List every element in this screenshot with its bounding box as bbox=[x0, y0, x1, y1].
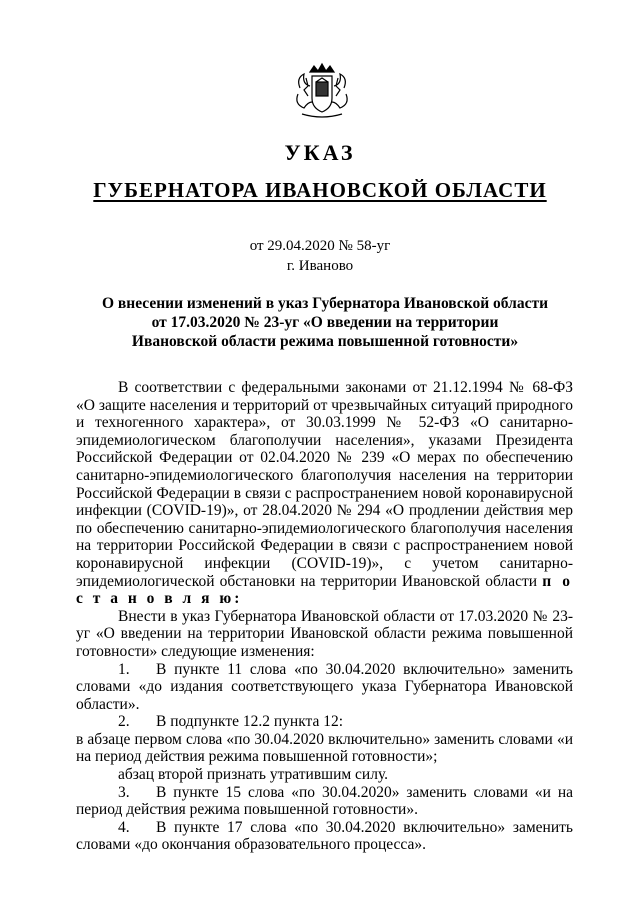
decree-title: УКАЗ bbox=[284, 140, 356, 165]
heading-line-2: от 17.03.2020 № 23-уг «О введении на территории bbox=[151, 314, 499, 331]
heading-line-3: Ивановской области режима повышенной готовности» bbox=[131, 333, 519, 350]
item-1 bbox=[76, 661, 573, 714]
city: г. Иваново bbox=[286, 258, 354, 274]
item-3-number: 3. bbox=[118, 783, 130, 801]
item-1-number: 1. bbox=[118, 660, 130, 678]
item-3 bbox=[76, 784, 573, 819]
item-2-subparagraph-b: абзац второй признать утратившим силу. bbox=[118, 766, 389, 784]
coat-of-arms-icon bbox=[290, 58, 354, 122]
item-2-number: 2. bbox=[118, 713, 130, 731]
heading-line-1: О внесении изменений в указ Губернатора Ивановской области bbox=[101, 295, 549, 312]
preamble-text: В соответствии с федеральными законами от 21.12.1994 № 68-ФЗ «О защите населения и территорий от чрезвычайных ситуаций природного и техногенного характера», от 30.03.1999 № 52-ФЗ «О санитарно-эпидемиологическом благополучии населения», указами Президента Российской Федерации от 02.04.2020 № 239 «О мерах по обеспечению санитарно-эпидемиологического благополучия населения на территории Российской Федерации в связи с распространением новой коронавирусной инфекции (COVID-19)», от 28.04.2020 № 294 «О продлении действия мер по обеспечению санитарно-эпидемиологического благополучия населения на территории Российской Федерации в связи с распространением новой коронавирусной инфекции (COVID-19)», с учетом санитарно-эпидемиологической обстановки на территории Ивановской области bbox=[76, 379, 574, 590]
document-body bbox=[76, 379, 573, 854]
date-block bbox=[0, 236, 640, 276]
item-4-number: 4. bbox=[118, 818, 130, 836]
decree-word: п о с т а н о в л я ю: bbox=[76, 572, 574, 608]
item-2-subparagraph-a: в абзаце первом слова «по 30.04.2020 включительно» заменить словами «и на период действия режима повышенной готовности»; bbox=[76, 730, 573, 766]
date-number: от 29.04.2020 № 58-уг bbox=[249, 238, 391, 254]
item-4-text: В пункте 17 слова «по 30.04.2020 включительно» заменить словами «до окончания образовательного процесса». bbox=[76, 818, 573, 854]
item-2-text: В подпункте 12.2 пункта 12: bbox=[156, 713, 344, 731]
governor-title-text: ГУБЕРНАТОРА ИВАНОВСКОЙ ОБЛАСТИ bbox=[93, 178, 547, 202]
item-1-text: В пункте 11 слова «по 30.04.2020 включительно» заменить словами «до издания соответствующего указа Губернатора Ивановской области». bbox=[76, 660, 573, 713]
document-heading bbox=[80, 294, 570, 351]
item-2 bbox=[76, 713, 573, 731]
amendment-intro: Внести в указ Губернатора Ивановской области от 17.03.2020 № 23-уг «О введении на территории Ивановской области режима повышенной готовности» следующие изменения: bbox=[76, 607, 573, 660]
item-3-text: В пункте 15 слова «по 30.04.2020» заменить словами «и на период действия режима повышенной готовности». bbox=[76, 783, 573, 819]
preamble-paragraph bbox=[76, 379, 573, 608]
governor-title bbox=[0, 178, 640, 203]
item-4 bbox=[76, 819, 573, 854]
